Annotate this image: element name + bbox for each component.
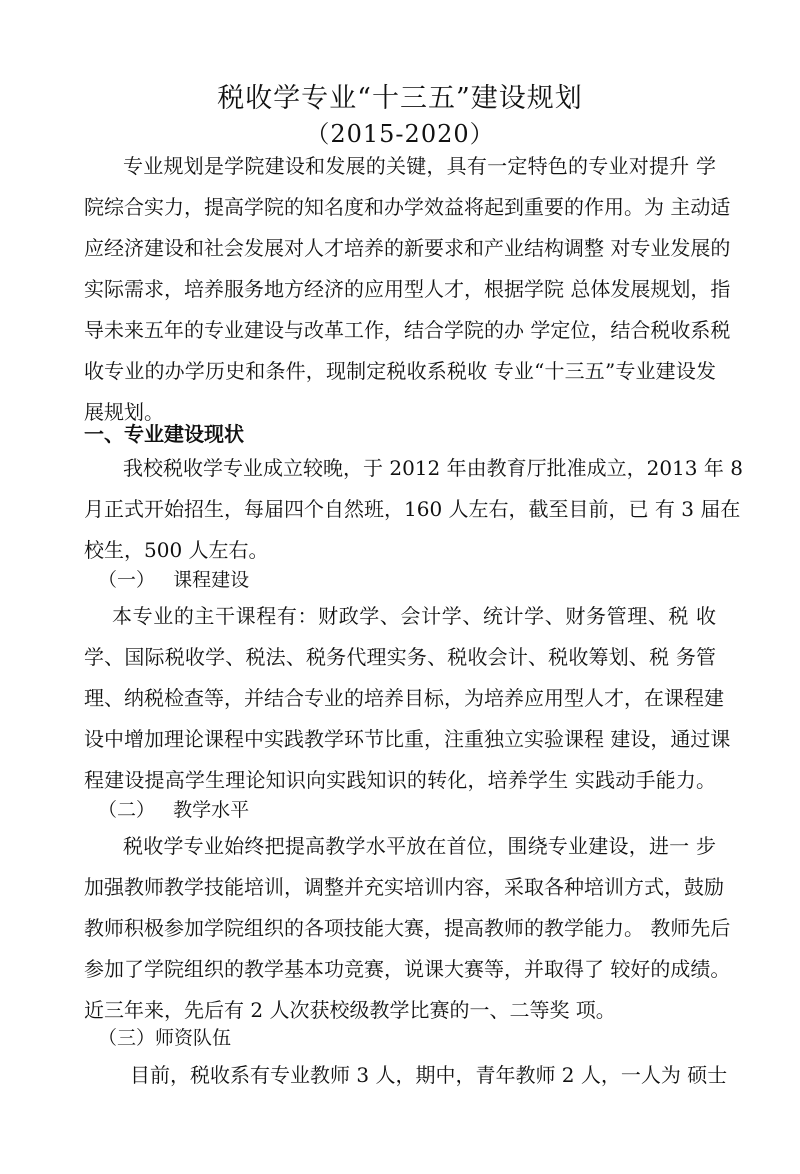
courses-line: 程建设提高学生理论知识向实践知识的转化，培养学生 实践动手能力。	[84, 768, 716, 792]
document-subtitle: （2015-2020）	[305, 120, 495, 148]
intro-line: 收专业的办学历史和条件，现制定税收系税收 专业“十三五”专业建设发	[84, 359, 716, 383]
intro-line: 院综合实力，提高学院的知名度和办学效益将起到重要的作用。为 主动适	[84, 195, 731, 219]
intro-line: 专业规划是学院建设和发展的关键，具有一定特色的专业对提升 学	[123, 154, 716, 178]
courses-line: 设中增加理论课程中实践教学环节比重，注重独立实验课程 建设，通过课	[84, 727, 731, 751]
document-title: 税收学专业“十三五”建设规划	[217, 83, 583, 114]
status-line: 校生，500 人左右。	[84, 538, 269, 562]
faculty-line: 目前，税收系有专业教师 3 人，期中，青年教师 2 人，一人为 硕士	[130, 1063, 728, 1087]
teaching-line: 税收学专业始终把提高教学水平放在首位，围绕专业建设，进一 步	[123, 834, 716, 858]
teaching-line: 参加了学院组织的教学基本功竞赛，说课大赛等，并取得了 较好的成绩。	[84, 957, 731, 981]
teaching-line: 近三年来，先后有 2 人次获校级教学比赛的一、二等奖 项。	[84, 998, 616, 1022]
subsection-heading: （一） 课程建设	[98, 569, 250, 591]
subsection-heading: （三）师资队伍	[98, 1027, 232, 1049]
teaching-line: 加强教师教学技能培训，调整并充实培训内容，采取各种培训方式，鼓励	[84, 875, 724, 899]
teaching-line: 教师积极参加学院组织的各项技能大赛，提高教师的教学能力。 教师先后	[84, 916, 731, 940]
courses-line: 本专业的主干课程有：财政学、会计学、统计学、财务管理、税 收	[112, 604, 716, 628]
status-line: 我校税收学专业成立较晚，于 2012 年由教育厅批准成立，2013 年 8	[123, 456, 743, 480]
courses-line: 学、国际税收学、税法、税务代理实务、税收会计、税收筹划、税 务管	[84, 645, 716, 669]
intro-line: 导未来五年的专业建设与改革工作，结合学院的办 学定位，结合税收系税	[84, 318, 731, 342]
status-line: 月正式开始招生，每届四个自然班，160 人左右，截至目前，已 有 3 届在	[84, 497, 741, 521]
subsection-heading: （二） 教学水平	[98, 799, 250, 821]
section-heading: 一、专业建设现状	[84, 422, 244, 446]
intro-line: 展规划。	[84, 400, 164, 424]
intro-line: 应经济建设和社会发展对人才培养的新要求和产业结构调整 对专业发展的	[84, 236, 731, 260]
courses-line: 理、纳税检查等，并结合专业的培养目标，为培养应用型人才，在课程建	[84, 686, 724, 710]
intro-line: 实际需求，培养服务地方经济的应用型人才，根据学院 总体发展规划，指	[84, 277, 731, 301]
